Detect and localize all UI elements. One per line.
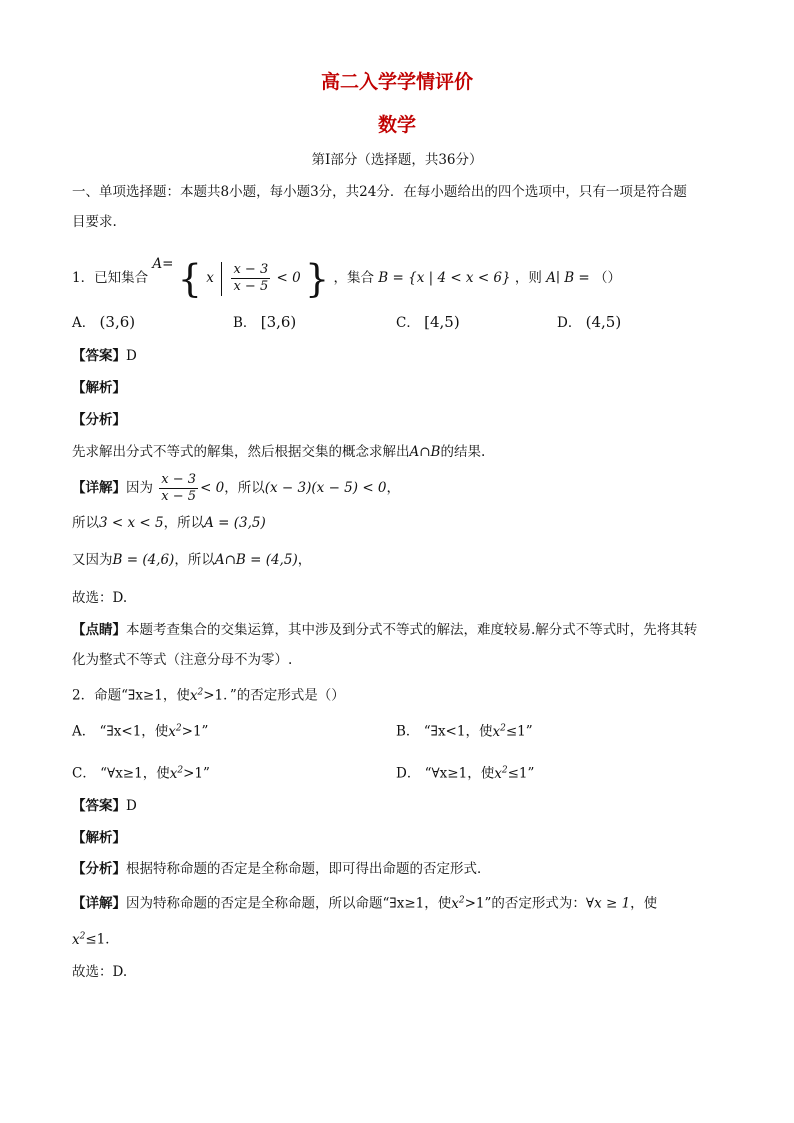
step-text-2: ，所以 bbox=[174, 552, 215, 568]
q1-option-a bbox=[72, 312, 135, 333]
part-heading: 第Ⅰ部分（选择题，共36分） bbox=[311, 152, 483, 168]
q1-ask-expr: A∣ B bbox=[546, 270, 575, 286]
option-letter: A． bbox=[72, 723, 96, 740]
option-text-end: ≤1” bbox=[505, 723, 533, 740]
comment-text: 本题考查集合的交集运算，其中涉及到分式不等式的解法，难度较易.解分式不等式时，先将其转 bbox=[126, 622, 698, 638]
detail-text-2: ，所以 bbox=[224, 480, 265, 496]
step-expr-2: A∩B = (4,5) bbox=[214, 552, 298, 568]
left-brace-icon: { bbox=[177, 256, 202, 301]
section-instruction-cont: 目要求. bbox=[72, 214, 117, 230]
option-letter: C． bbox=[396, 315, 420, 331]
q1-step2 bbox=[72, 513, 266, 533]
page-title: 高二入学学情评价 bbox=[320, 71, 473, 93]
option-text: “∃x<1，使 bbox=[99, 723, 169, 740]
q1-setA-fraction bbox=[231, 262, 270, 295]
detail-text-3: ， bbox=[386, 480, 401, 496]
option-letter: D． bbox=[396, 765, 421, 782]
answer-value: D bbox=[126, 798, 137, 814]
q1-setA-denominator: x − 5 bbox=[233, 279, 269, 294]
option-text-end: ≤1” bbox=[507, 765, 535, 782]
q1-setB: B = {x | 4 < x < 6} bbox=[378, 270, 511, 286]
option-letter: B． bbox=[233, 315, 257, 331]
section-instruction: 一、单项选择题：本题共8小题，每小题3分，共24分．在每小题给出的四个选项中，只有一项是符合题 bbox=[72, 184, 687, 200]
detail-text-4: ≤1． bbox=[85, 931, 119, 948]
q1-option-c bbox=[396, 312, 460, 333]
q2-stem-a: 2．命题“∃x≥1，使 bbox=[72, 687, 190, 704]
step-expr: 3 < x < 5 bbox=[99, 515, 164, 531]
detail-tag: 【详解】 bbox=[72, 895, 126, 912]
q1-setA-numerator: x − 3 bbox=[233, 262, 269, 277]
q1-detail bbox=[72, 468, 400, 508]
option-letter: B． bbox=[396, 723, 420, 740]
q2-option-d bbox=[396, 760, 534, 784]
x-squared: $x^2$ bbox=[72, 931, 86, 948]
q1-prefix: 1．已知集合 bbox=[72, 270, 149, 286]
detail-text: 因为特称命题的否定是全称命题，所以命题“∃x≥1，使 bbox=[126, 895, 452, 912]
q2-stem-b: >1．”的否定形式是（） bbox=[203, 687, 345, 704]
q1-comment-cont: 化为整式不等式（注意分母不为零）. bbox=[72, 652, 293, 668]
x-squared: $x^2$ bbox=[492, 723, 506, 740]
q1-step3 bbox=[72, 550, 311, 570]
option-text-end: >1” bbox=[181, 723, 209, 740]
q1-fenxi-text bbox=[72, 442, 485, 462]
q2-analysis-tag: 【解析】 bbox=[72, 830, 126, 846]
fenxi-text: 先求解出分式不等式的解集，然后根据交集的概念求解出 bbox=[72, 444, 410, 460]
x-squared: $x^2$ bbox=[169, 765, 184, 782]
q1-conclusion: 故选：D. bbox=[72, 590, 128, 606]
q2-detail bbox=[72, 890, 657, 914]
question-1-stem bbox=[72, 256, 621, 300]
fenxi-tag: 【分析】 bbox=[72, 861, 126, 877]
q2-answer bbox=[72, 796, 137, 816]
comment-tag: 【点睛】 bbox=[72, 622, 126, 638]
q1-setA-var: x bbox=[206, 270, 214, 286]
x-squared: $x^2$ bbox=[451, 895, 465, 912]
option-text-end: >1” bbox=[183, 765, 210, 782]
detail-numerator: x − 3 bbox=[161, 472, 197, 487]
x-squared: $x^2$ bbox=[189, 687, 204, 704]
q2-option-b bbox=[396, 718, 533, 742]
option-value: [3,6) bbox=[260, 313, 297, 331]
q1-setA-lhs: A= bbox=[152, 256, 174, 272]
option-letter: D． bbox=[557, 315, 582, 331]
q2-conclusion: 故选：D. bbox=[72, 964, 128, 980]
q2-fenxi bbox=[72, 859, 491, 879]
detail-rel: < 0 bbox=[200, 480, 225, 496]
option-letter: A． bbox=[72, 315, 96, 331]
question-2-stem bbox=[72, 682, 345, 706]
subject-title: 数学 bbox=[377, 114, 416, 136]
fenxi-expr: A∩B bbox=[409, 444, 441, 460]
detail-expr: (x − 3)(x − 5) < 0 bbox=[264, 480, 387, 496]
detail-denominator: x − 5 bbox=[161, 489, 197, 504]
q1-detail-fraction bbox=[159, 472, 198, 505]
q1-answer bbox=[72, 346, 137, 366]
detail-text: 因为 bbox=[126, 480, 153, 496]
detail-text-3: ，使 bbox=[630, 895, 658, 912]
q2-detail-cont bbox=[72, 926, 119, 950]
answer-tag: 【答案】 bbox=[72, 348, 126, 364]
q1-analysis-tag: 【解析】 bbox=[72, 380, 126, 396]
option-letter: C． bbox=[72, 765, 96, 782]
fenxi-end: 的结果. bbox=[440, 444, 486, 460]
option-text: “∀x≥1，使 bbox=[100, 765, 170, 782]
step-text-2: ，所以 bbox=[163, 515, 205, 531]
step-text-3: ， bbox=[297, 552, 312, 568]
q1-option-d bbox=[557, 312, 621, 333]
q1-setA-rel: < 0 bbox=[276, 270, 301, 286]
option-value: [4,5) bbox=[424, 313, 460, 331]
option-value: (3,6) bbox=[99, 313, 136, 331]
set-bar bbox=[221, 262, 222, 296]
q1-comment bbox=[72, 620, 697, 640]
option-text: “∃x<1，使 bbox=[423, 723, 493, 740]
detail-text-2: >1”的否定形式为： bbox=[464, 895, 586, 912]
x-squared: $x^2$ bbox=[168, 723, 182, 740]
detail-tag: 【详解】 bbox=[72, 480, 126, 496]
fenxi-text: 根据特称命题的否定是全称命题，即可得出命题的否定形式． bbox=[126, 861, 491, 877]
q1-ask: ，则 bbox=[514, 270, 542, 286]
q1-mid: ，集合 bbox=[333, 270, 374, 286]
step-text: 所以 bbox=[72, 515, 99, 531]
x-squared: $x^2$ bbox=[494, 765, 508, 782]
q1-option-b bbox=[233, 312, 296, 333]
option-text: “∀x≥1，使 bbox=[424, 765, 495, 782]
q2-option-c bbox=[72, 760, 210, 784]
right-brace-icon: } bbox=[305, 256, 330, 301]
step-expr-2: A = (3,5) bbox=[204, 515, 266, 531]
answer-tag: 【答案】 bbox=[72, 798, 126, 814]
q1-fenxi-tag: 【分析】 bbox=[72, 412, 126, 428]
step-expr: B = (4,6) bbox=[112, 552, 175, 568]
q2-option-a bbox=[72, 718, 208, 742]
detail-expr: ∀x ≥ 1 bbox=[585, 895, 631, 912]
q1-ask-end: = （） bbox=[578, 270, 622, 286]
option-value: (4,5) bbox=[585, 313, 622, 331]
step-text: 又因为 bbox=[72, 552, 113, 568]
answer-value: D bbox=[126, 348, 137, 364]
